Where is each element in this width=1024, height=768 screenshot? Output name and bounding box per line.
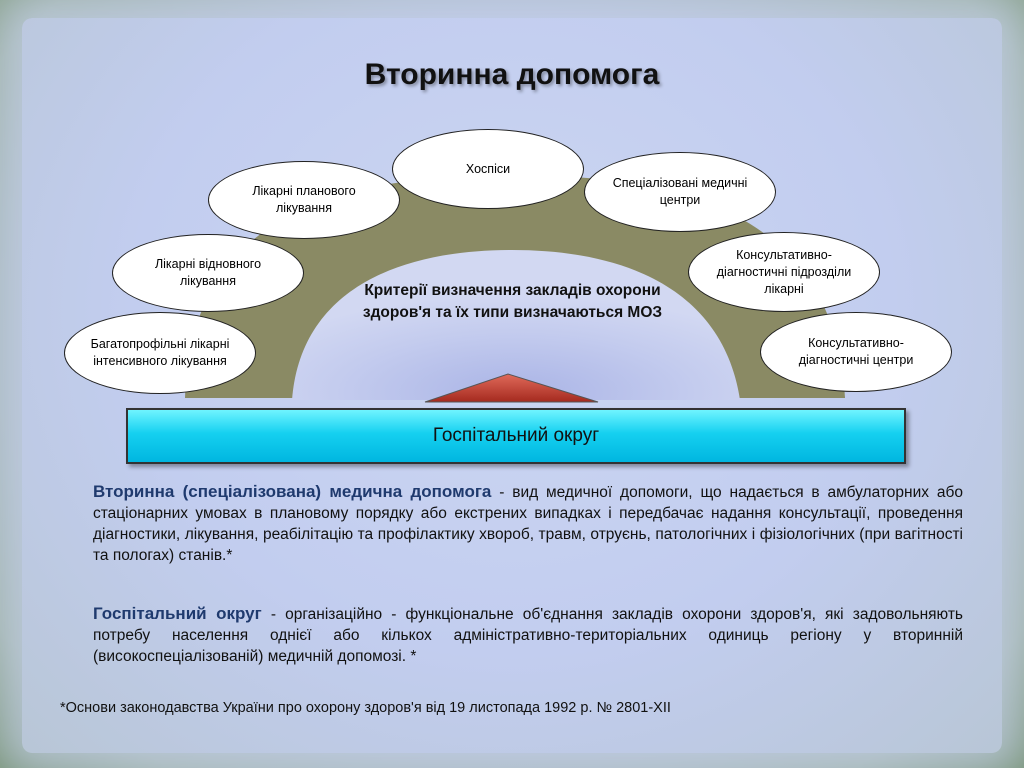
facility-ellipse (760, 312, 952, 392)
facility-label: Спеціалізовані медичні центри (612, 176, 748, 207)
facility-label: Консультативно-діагностичні підрозділи лікарні (716, 247, 852, 296)
definition-text: - організаційно - функціональне об'єднання закладів охорони здоров'я, які задовольняють потребу населення однієї або кількох адміністративно-територіальних одиниць регіону у вторинній (високоспеціалізованій) медичній допомозі. * (93, 606, 963, 665)
facility-ellipse (64, 312, 256, 394)
facility-ellipse (688, 232, 880, 312)
facility-ellipse (392, 129, 584, 209)
definition-text: - вид медичної допомоги, що надається в амбулаторних або стаціонарних умовах в плановому порядку або екстрених випадках і передбачає надання консультації, проведення діагностики, лікування, реабілітацію та профілактику хвороб, травм, отруєнь, патологічних і фізіологічних (при вагітності та пологах) станів.* (93, 484, 963, 564)
facility-ellipse (112, 234, 304, 312)
facility-label: Лікарні планового лікування (252, 184, 356, 215)
hospital-district-bar (126, 408, 906, 464)
page-title: Вторинна допомога (364, 58, 660, 91)
facility-label: Багатопрофільні лікарні інтенсивного лікування (90, 337, 230, 368)
facility-label: Консультативно-діагностичні центри (798, 336, 914, 367)
hospital-district-label: Госпітальний округ (432, 425, 600, 446)
facility-label: Хоспіси (465, 161, 511, 176)
facility-ellipse (208, 161, 400, 239)
definition-term: Вторинна (спеціалізована) медична допомога (93, 482, 492, 501)
facility-ellipse (584, 152, 776, 232)
footnote: *Основи законодавства України про охорону здоров'я від 19 листопада 1992 р. № 2801-XII (60, 700, 671, 716)
criteria-text: Критерії визначення закладів охорони здоров'я та їх типи визначаються МОЗ (362, 282, 663, 321)
definition-paragraph (93, 603, 963, 667)
facility-label: Лікарні відновного лікування (154, 257, 262, 288)
definition-paragraph (93, 481, 963, 566)
definition-term: Госпітальний округ (93, 604, 262, 623)
